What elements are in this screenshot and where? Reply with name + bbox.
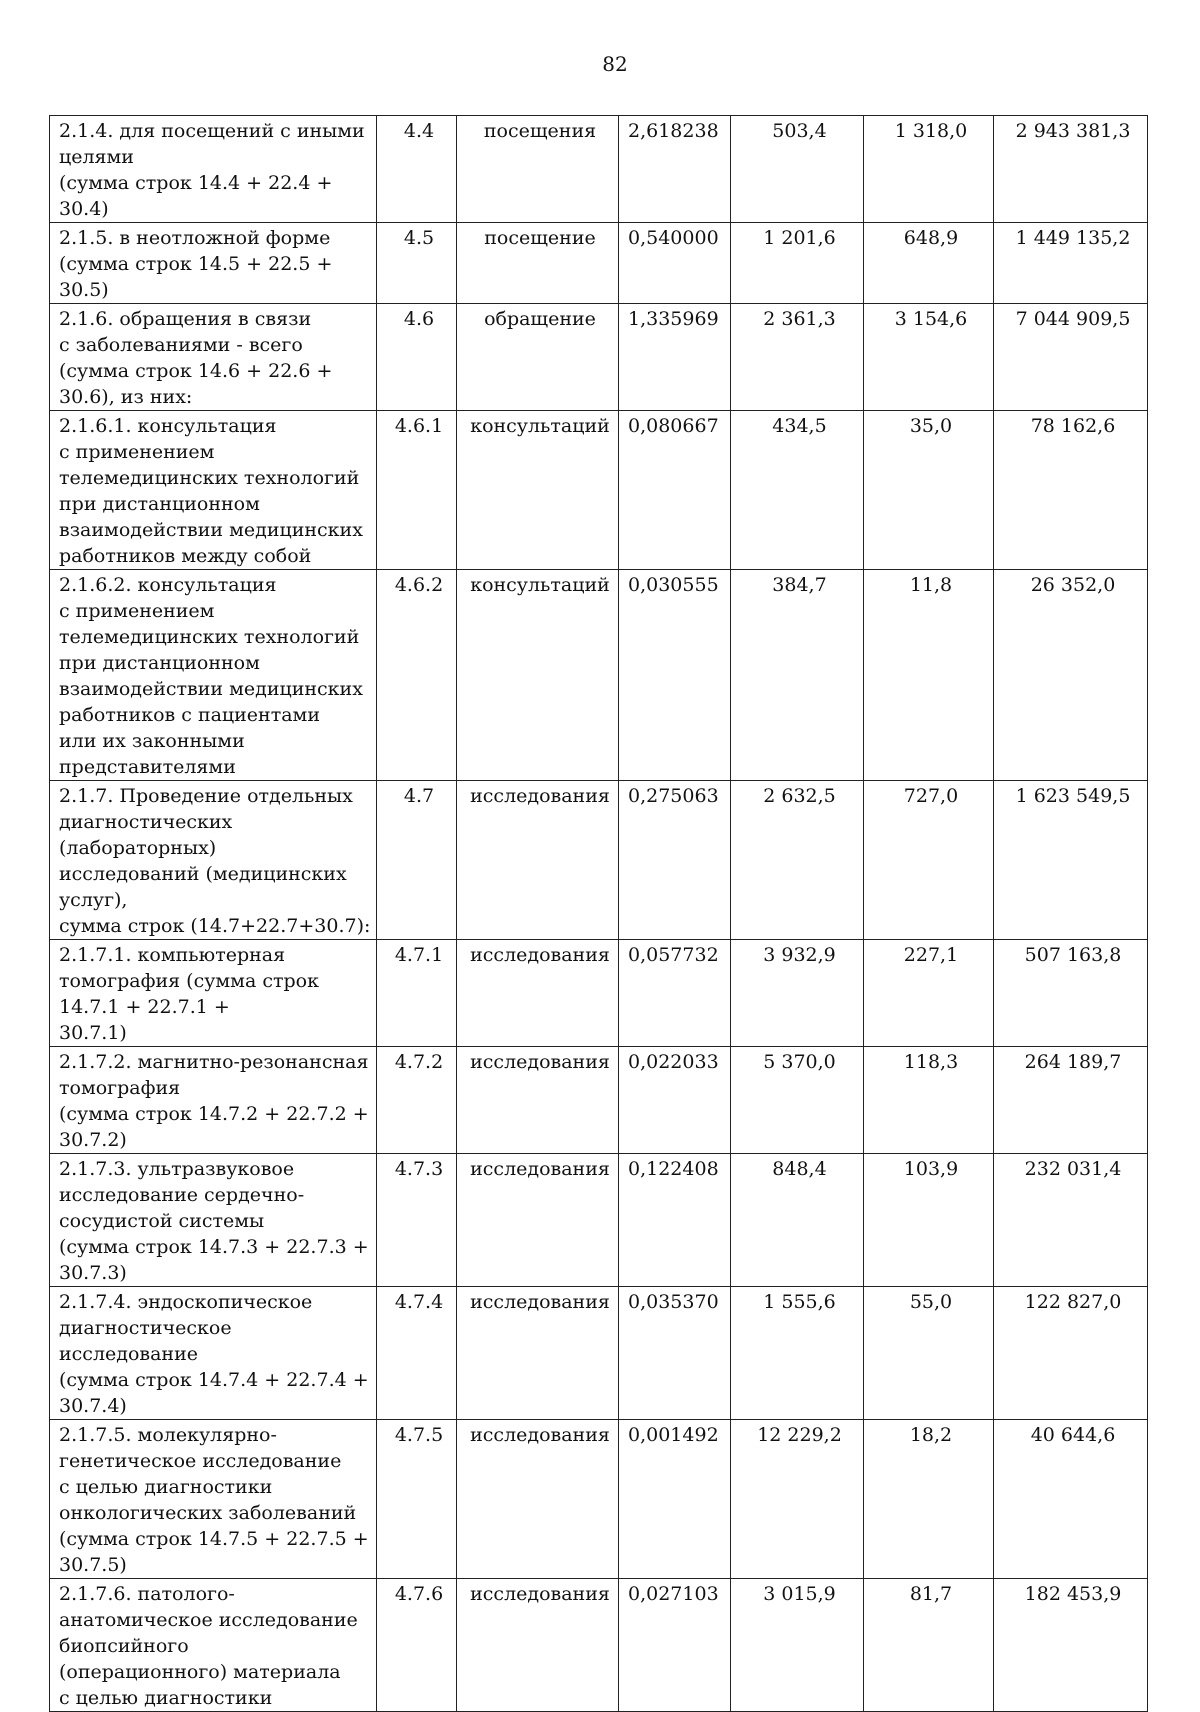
table-row [50,1420,1148,1579]
row-name [50,1154,377,1287]
row-name [50,940,377,1047]
row-code: 4.7.4 [377,1287,457,1420]
total-cell: 40 644,6 [994,1420,1148,1579]
per-capita-cell: 35,0 [864,411,994,570]
row-name-line: 30.7.4) [59,1395,127,1417]
unit-cell: консультаций [457,570,619,781]
cost-cell: 5 370,0 [731,1047,864,1154]
norm-cell: 0,035370 [619,1287,731,1420]
row-name-line: сосудистой системы [59,1210,265,1232]
cost-cell: 3 015,9 [731,1579,864,1712]
norm-cell: 0,275063 [619,781,731,940]
row-name-line: 30.7.3) [59,1262,127,1284]
row-name [50,1579,377,1712]
table-row [50,1154,1148,1287]
row-name-line: при дистанционном [59,652,260,674]
row-name [50,116,377,223]
per-capita-cell: 55,0 [864,1287,994,1420]
row-name-line: услуг), [59,889,128,911]
total-cell: 232 031,4 [994,1154,1148,1287]
per-capita-cell: 118,3 [864,1047,994,1154]
row-name [50,781,377,940]
total-cell: 78 162,6 [994,411,1148,570]
row-name-line: 2.1.7.4. эндоскопическое [59,1291,313,1313]
row-name-line: взаимодействии медицинских [59,678,363,700]
row-name-line: 2.1.6. обращения в связи [59,308,312,330]
table-row [50,1579,1148,1712]
norm-cell: 0,080667 [619,411,731,570]
row-name-line: взаимодействии медицинских [59,519,363,541]
row-name-line: (сумма строк 14.7.5 + 22.7.5 + [59,1528,369,1550]
table-row [50,570,1148,781]
per-capita-cell: 1 318,0 [864,116,994,223]
row-name-line: 2.1.7.3. ультразвуковое [59,1158,295,1180]
row-code: 4.6.2 [377,570,457,781]
total-cell: 7 044 909,5 [994,304,1148,411]
row-name-line: 2.1.6.2. консультация [59,574,277,596]
row-name-line: 2.1.7. Проведение отдельных [59,785,353,807]
row-name-line: 2.1.7.6. патолого- [59,1583,235,1605]
cost-cell: 848,4 [731,1154,864,1287]
per-capita-cell: 227,1 [864,940,994,1047]
unit-cell: исследования [457,1047,619,1154]
row-name-line: представителями [59,756,236,778]
row-code: 4.7.6 [377,1579,457,1712]
norm-cell: 2,618238 [619,116,731,223]
row-name-line: (операционного) материала [59,1661,341,1683]
row-code: 4.7.2 [377,1047,457,1154]
row-name [50,1047,377,1154]
row-name-line: (сумма строк 14.4 + 22.4 + [59,172,333,194]
row-name-line: целями [59,146,134,168]
row-code: 4.7.3 [377,1154,457,1287]
per-capita-cell: 727,0 [864,781,994,940]
per-capita-cell: 11,8 [864,570,994,781]
row-name-line: с применением [59,441,215,463]
row-name-line: исследование сердечно- [59,1184,305,1206]
row-name-line: 2.1.4. для посещений с иными [59,120,365,142]
row-name-line: диагностическое исследование [59,1317,232,1365]
row-name-line: томография (сумма строк [59,970,319,992]
row-name-line: с применением [59,600,215,622]
row-name-line: при дистанционном [59,493,260,515]
row-name [50,223,377,304]
table-row [50,116,1148,223]
cost-cell: 12 229,2 [731,1420,864,1579]
total-cell: 26 352,0 [994,570,1148,781]
cost-cell: 2 632,5 [731,781,864,940]
unit-cell: исследования [457,1287,619,1420]
unit-cell: исследования [457,781,619,940]
row-name-line: сумма строк (14.7+22.7+30.7): [59,915,371,937]
unit-cell: исследования [457,1154,619,1287]
table-row [50,1047,1148,1154]
unit-cell: посещение [457,223,619,304]
total-cell: 122 827,0 [994,1287,1148,1420]
cost-cell: 1 555,6 [731,1287,864,1420]
per-capita-cell: 648,9 [864,223,994,304]
row-name [50,1287,377,1420]
cost-cell: 3 932,9 [731,940,864,1047]
row-code: 4.7.5 [377,1420,457,1579]
per-capita-cell: 18,2 [864,1420,994,1579]
row-name [50,304,377,411]
total-cell: 1 623 549,5 [994,781,1148,940]
row-name-line: работников с пациентами [59,704,320,726]
table-body [50,116,1148,1712]
row-name-line: (сумма строк 14.7.2 + 22.7.2 + [59,1103,369,1125]
norm-cell: 0,030555 [619,570,731,781]
row-name-line: 30.7.2) [59,1129,127,1151]
cost-cell: 1 201,6 [731,223,864,304]
unit-cell: исследования [457,1420,619,1579]
row-name-line: или их законными [59,730,245,752]
row-name-line: 2.1.7.1. компьютерная [59,944,286,966]
row-name [50,411,377,570]
norm-cell: 0,057732 [619,940,731,1047]
total-cell: 182 453,9 [994,1579,1148,1712]
row-code: 4.5 [377,223,457,304]
table-row [50,940,1148,1047]
row-code: 4.6.1 [377,411,457,570]
row-name-line: томография [59,1077,181,1099]
unit-cell: консультаций [457,411,619,570]
row-name-line: анатомическое исследование [59,1609,358,1631]
norm-cell: 1,335969 [619,304,731,411]
row-name-line: 30.6), из них: [59,386,193,408]
data-table [49,115,1148,1712]
norm-cell: 0,540000 [619,223,731,304]
row-name-line: (сумма строк 14.6 + 22.6 + [59,360,333,382]
row-name-line: (сумма строк 14.5 + 22.5 + [59,253,333,275]
table-row [50,781,1148,940]
per-capita-cell: 103,9 [864,1154,994,1287]
total-cell: 507 163,8 [994,940,1148,1047]
row-name-line: 30.7.5) [59,1554,127,1576]
page-number: 82 [602,52,628,76]
row-name-line: работников между собой [59,545,312,567]
unit-cell: посещения [457,116,619,223]
row-name-line: с целью диагностики [59,1687,273,1709]
row-code: 4.7 [377,781,457,940]
unit-cell: исследования [457,940,619,1047]
row-name-line: 2.1.7.2. магнитно-резонансная [59,1051,369,1073]
table-row [50,304,1148,411]
row-name [50,1420,377,1579]
row-name-line: 2.1.6.1. консультация [59,415,277,437]
row-name-line: 30.4) [59,198,109,220]
row-name-line: телемедицинских технологий [59,467,360,489]
row-code: 4.6 [377,304,457,411]
total-cell: 264 189,7 [994,1047,1148,1154]
unit-cell: обращение [457,304,619,411]
row-name-line: генетическое исследование [59,1450,342,1472]
row-name-line: 30.5) [59,279,109,301]
row-name-line: 2.1.5. в неотложной форме [59,227,331,249]
row-name [50,570,377,781]
row-code: 4.7.1 [377,940,457,1047]
row-name-line: с заболеваниями - всего [59,334,303,356]
row-name-line: 14.7.1 + 22.7.1 + [59,996,230,1018]
cost-cell: 503,4 [731,116,864,223]
cost-cell: 384,7 [731,570,864,781]
norm-cell: 0,022033 [619,1047,731,1154]
cost-cell: 434,5 [731,411,864,570]
row-name-line: 2.1.7.5. молекулярно- [59,1424,277,1446]
row-name-line: (сумма строк 14.7.4 + 22.7.4 + [59,1369,369,1391]
table-row [50,1287,1148,1420]
row-name-line: биопсийного [59,1635,189,1657]
total-cell: 1 449 135,2 [994,223,1148,304]
row-name-line: 30.7.1) [59,1022,127,1044]
norm-cell: 0,027103 [619,1579,731,1712]
norm-cell: 0,122408 [619,1154,731,1287]
per-capita-cell: 81,7 [864,1579,994,1712]
row-code: 4.4 [377,116,457,223]
per-capita-cell: 3 154,6 [864,304,994,411]
row-name-line: с целью диагностики [59,1476,273,1498]
cost-cell: 2 361,3 [731,304,864,411]
row-name-line: диагностических (лабораторных) [59,811,233,859]
norm-cell: 0,001492 [619,1420,731,1579]
row-name-line: исследований (медицинских [59,863,347,885]
row-name-line: телемедицинских технологий [59,626,360,648]
row-name-line: (сумма строк 14.7.3 + 22.7.3 + [59,1236,369,1258]
unit-cell: исследования [457,1579,619,1712]
row-name-line: онкологических заболеваний [59,1502,357,1524]
table-row [50,223,1148,304]
total-cell: 2 943 381,3 [994,116,1148,223]
table-row [50,411,1148,570]
